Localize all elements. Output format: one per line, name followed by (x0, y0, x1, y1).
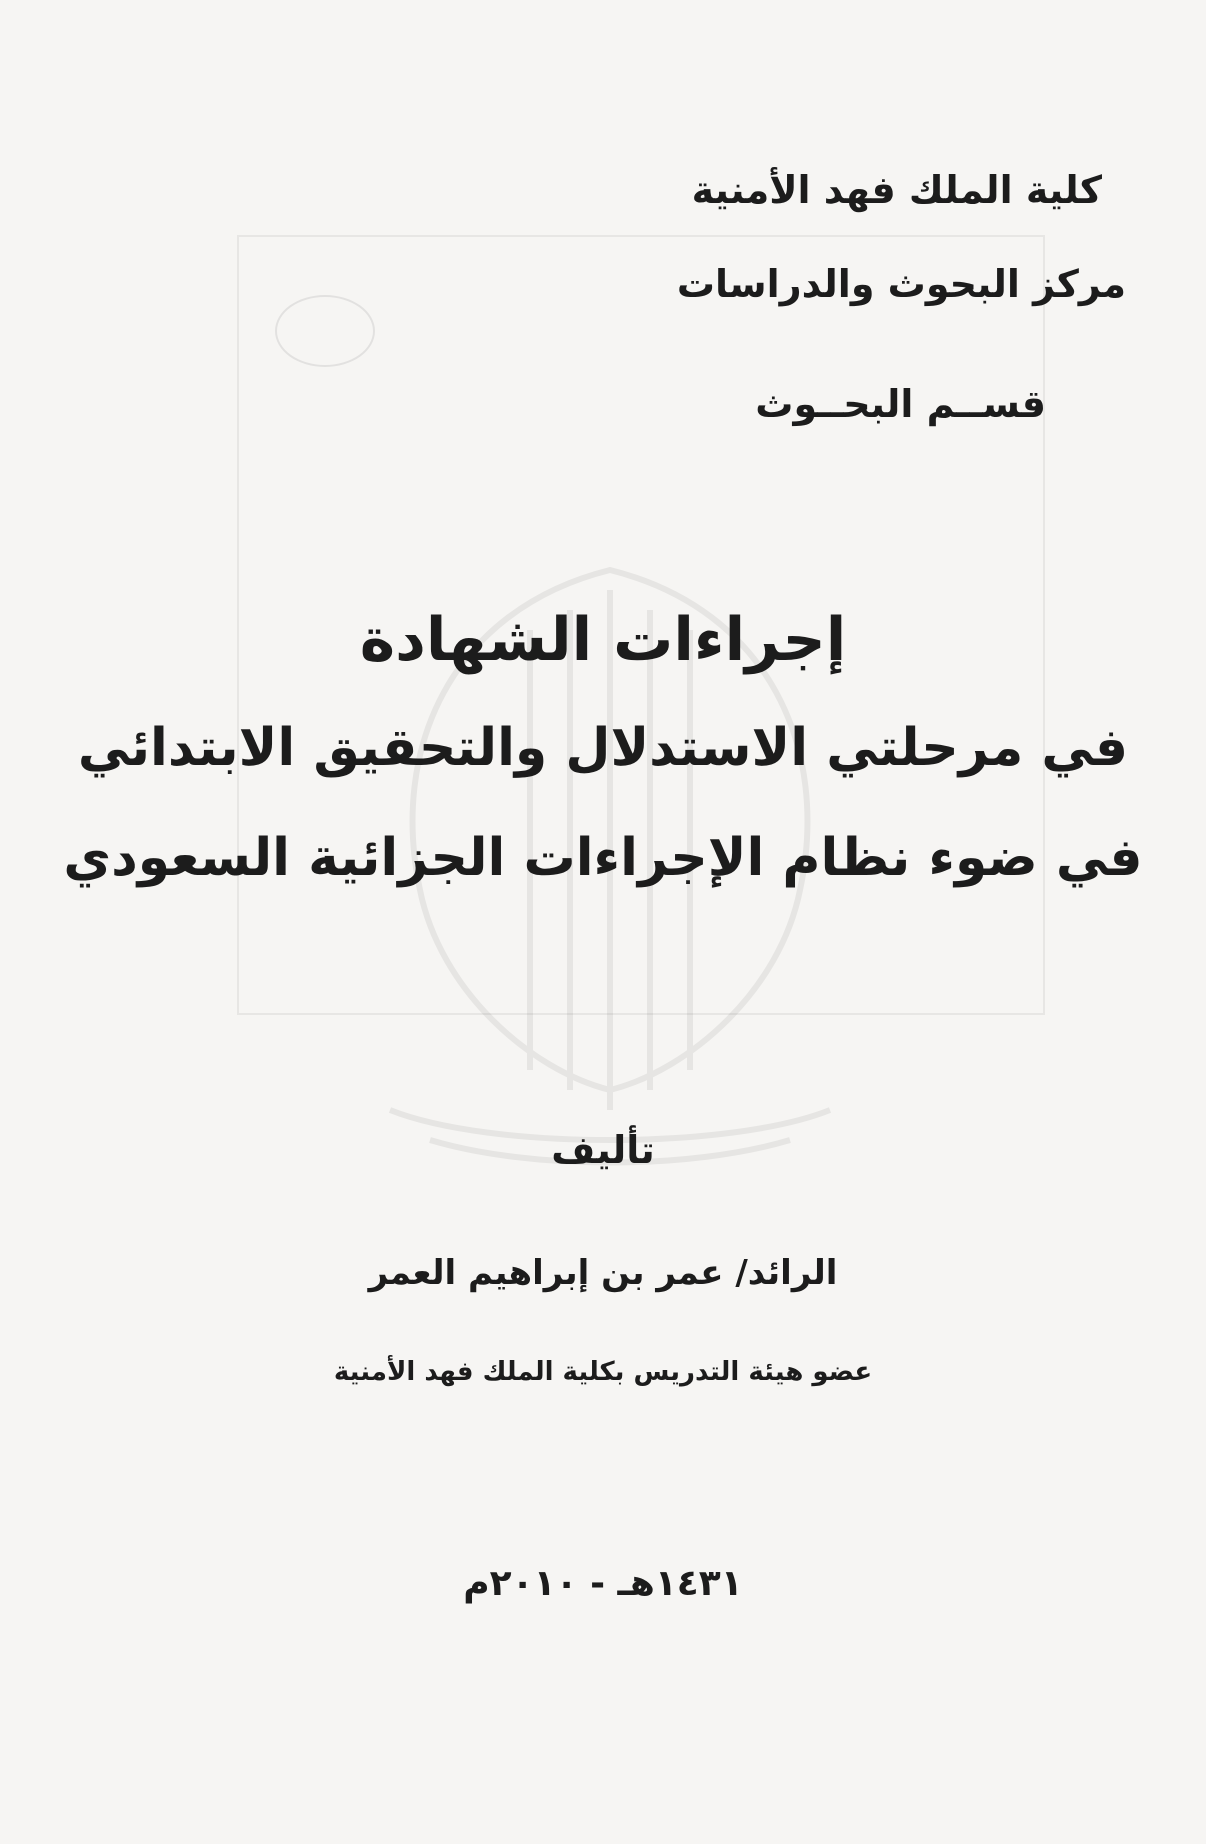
book-subtitle-line-1: في مرحلتي الاستدلال والتحقيق الابتدائي (77, 718, 1129, 778)
research-center-name: مركز البحوث والدراسات (676, 262, 1126, 306)
publication-date: ١٤٣١هـ - ٢٠١٠م (463, 1563, 743, 1604)
author-name: الرائد/ عمر بن إبراهيم العمر (368, 1253, 838, 1293)
author-affiliation: عضو هيئة التدريس بكلية الملك فهد الأمنية (333, 1357, 873, 1387)
book-title: إجراءات الشهادة (359, 605, 847, 675)
college-name: كلية الملك فهد الأمنية (691, 168, 1102, 212)
department-name: قســم البحــوث (755, 382, 1046, 426)
authorship-label: تأليف (551, 1128, 655, 1172)
bleed-through-stamp (275, 295, 375, 367)
book-subtitle-line-2: في ضوء نظام الإجراءات الجزائية السعودي (63, 828, 1143, 888)
